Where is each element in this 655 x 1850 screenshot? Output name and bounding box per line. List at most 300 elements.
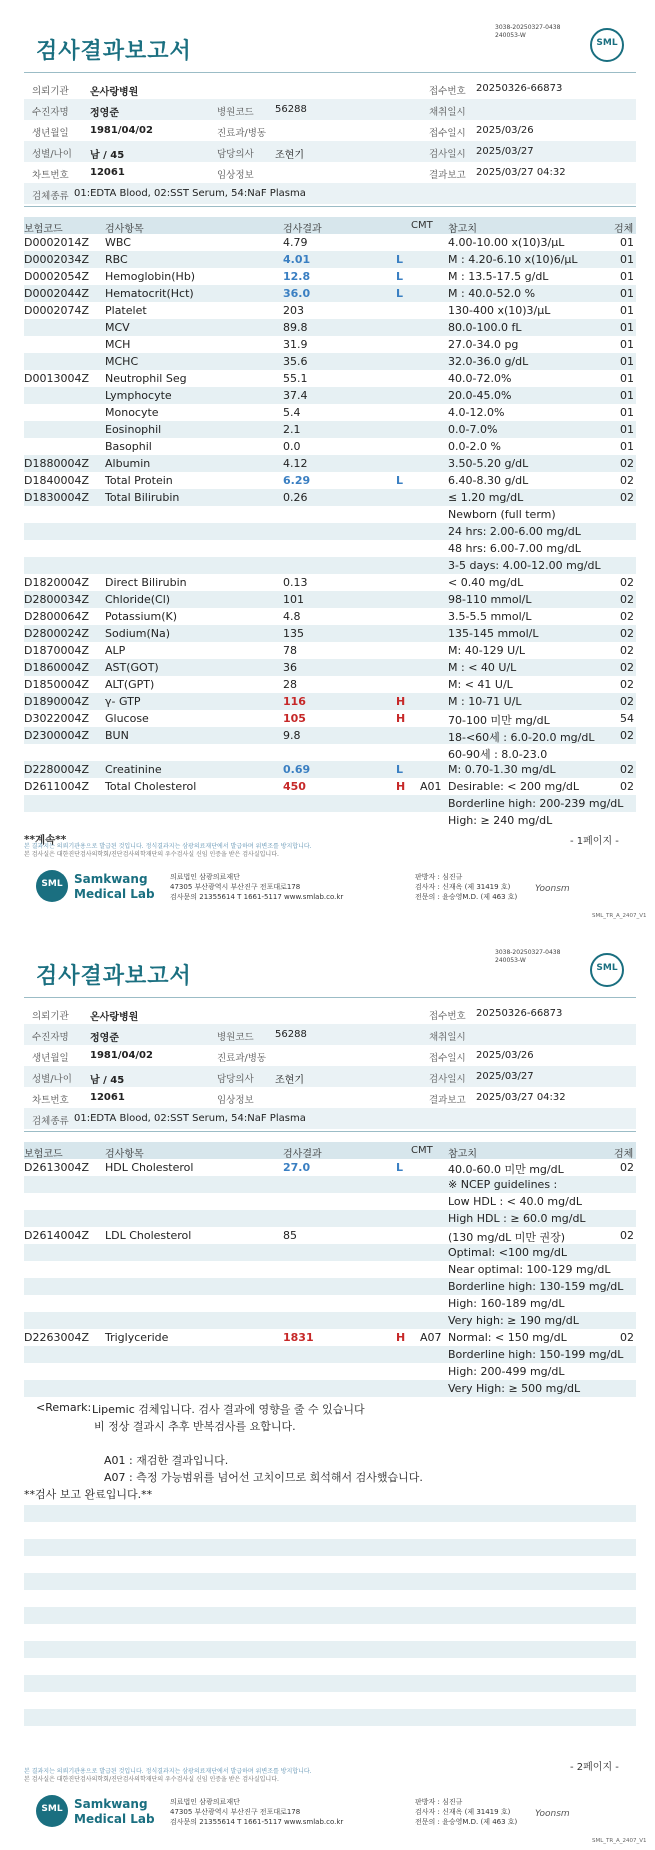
table-row [24, 438, 636, 455]
table-row [24, 472, 636, 489]
cell-ref: Desirable: < 200 mg/dL [448, 780, 580, 793]
header-item: 검사항목 [105, 224, 144, 235]
cell-specimen: 02 [620, 1229, 634, 1242]
table-row [24, 1244, 636, 1261]
cell-code: D2800064Z [24, 610, 89, 623]
info-row [24, 162, 636, 183]
receipt-no-value: 20250326-66873 [476, 1008, 563, 1019]
cell-specimen: 02 [620, 780, 634, 793]
cell-ref: M : < 40 U/L [448, 661, 517, 674]
table-row [24, 404, 636, 421]
cell-ref: M : 13.5-17.5 g/dL [448, 270, 549, 283]
report-date-value: 2025/03/27 04:32 [476, 1092, 566, 1103]
signature: Yoonsm [535, 884, 570, 894]
cell-code: D0002054Z [24, 270, 89, 283]
table-row [24, 540, 636, 557]
cell-result: 0.13 [283, 576, 308, 589]
table-row [24, 676, 636, 693]
cell-item: Potassium(K) [105, 610, 178, 623]
info-label: 검사일시 [429, 149, 466, 160]
birth-value: 1981/04/02 [90, 1050, 153, 1061]
brand-line: Samkwang [74, 872, 148, 886]
info-label: 생년월일 [32, 1053, 69, 1064]
table-row [24, 455, 636, 472]
cell-ref: 4.00-10.00 x(10)3/μL [448, 236, 565, 249]
report-title: 검사결과보고서 [36, 964, 192, 989]
cell-specimen: 02 [620, 576, 634, 589]
cell-ref: High: 160-189 mg/dL [448, 1297, 565, 1310]
cell-item: Lymphocyte [105, 389, 172, 402]
table-row [24, 353, 636, 370]
table-row [24, 1312, 636, 1329]
cell-code: D3022004Z [24, 712, 89, 725]
table-row [24, 1193, 636, 1210]
info-label: 임상정보 [217, 170, 254, 181]
cell-code: D2613004Z [24, 1161, 89, 1174]
sml-logo-icon [36, 870, 68, 902]
cell-code: D1880004Z [24, 457, 89, 470]
cell-ref: 60-90세 : 8.0-23.0 [448, 748, 548, 761]
cell-item: Chloride(Cl) [105, 593, 171, 606]
cell-specimen: 01 [620, 253, 634, 266]
header-code: 보험코드 [24, 224, 63, 235]
cell-result: 55.1 [283, 372, 308, 385]
cell-result: 450 [283, 780, 306, 793]
cell-item: MCV [105, 321, 130, 334]
cell-result: 28 [283, 678, 297, 691]
cell-code: D1860004Z [24, 661, 89, 674]
birth-value: 1981/04/02 [90, 125, 153, 136]
cell-ref: High HDL : ≥ 60.0 mg/dL [448, 1212, 586, 1225]
remark-a01: A01 : 재검한 결과입니다. [104, 1454, 229, 1467]
sml-logo-icon [590, 953, 624, 987]
signer-line: 검사자 : 신재옥 (제 31419 호) [415, 1808, 511, 1816]
cell-item: Monocyte [105, 406, 159, 419]
cell-flag: L [396, 253, 404, 266]
cell-result: 9.8 [283, 729, 301, 742]
receipt-date-value: 2025/03/26 [476, 1050, 534, 1061]
cell-specimen: 01 [620, 270, 634, 283]
info-label: 진료과/병동 [217, 1053, 267, 1064]
barcode-line: 3038-20250327-0438 [495, 949, 561, 956]
org-address: 47305 부산광역시 부산진구 전포대로178 [170, 1808, 301, 1816]
cell-ref: 48 hrs: 6.00-7.00 mg/dL [448, 542, 581, 555]
cell-code: D2800024Z [24, 627, 89, 640]
cell-specimen: 02 [620, 695, 634, 708]
org-name: 의료법인 삼광의료재단 [170, 1798, 240, 1806]
barcode-text [495, 949, 560, 965]
cell-ref: 24 hrs: 2.00-6.00 mg/dL [448, 525, 581, 538]
table-row [24, 251, 636, 268]
signer-line: 전문의 : 윤승영M.D. (제 463 호) [415, 1818, 518, 1826]
signer-line: 검사자 : 신재옥 (제 31419 호) [415, 883, 511, 891]
cell-ref: M : 4.20-6.10 x(10)6/μL [448, 253, 578, 266]
cell-specimen: 01 [620, 338, 634, 351]
divider [24, 206, 636, 207]
table-row [24, 1227, 636, 1244]
cell-ref: Very high: ≥ 190 mg/dL [448, 1314, 579, 1327]
cell-result: 89.8 [283, 321, 308, 334]
cell-ref: High: 200-499 mg/dL [448, 1365, 565, 1378]
test-date-value: 2025/03/27 [476, 1071, 534, 1082]
info-label: 차트번호 [32, 1095, 69, 1106]
cell-flag: L [396, 1161, 404, 1174]
report-date-value: 2025/03/27 04:32 [476, 167, 566, 178]
cell-result: 85 [283, 1229, 297, 1242]
page-number: - 1페이지 - [570, 836, 619, 847]
table-row [24, 1295, 636, 1312]
doctor-value: 조현기 [275, 150, 304, 161]
cell-ref: M: < 41 U/L [448, 678, 513, 691]
brand-line: Medical Lab [74, 887, 155, 901]
cell-code: D0002074Z [24, 304, 89, 317]
org-phone: 검사문의 21355614 T 1661-5117 www.smlab.co.kr [170, 893, 344, 901]
cell-ref: 0.0-7.0% [448, 423, 498, 436]
table-row [24, 625, 636, 642]
cell-specimen: 54 [620, 712, 634, 725]
cell-result: 135 [283, 627, 304, 640]
cell-ref: 18-<60세 : 6.0-20.0 mg/dL [448, 731, 595, 744]
footer-note: 본 검사실은 대한진단검사의학회/진단검사의학재단의 우수검사실 신임 인증을 받은 검사실입니다. [24, 851, 279, 858]
cell-code: D0013004Z [24, 372, 89, 385]
cell-result: 203 [283, 304, 304, 317]
divider [24, 72, 636, 73]
info-row [24, 99, 636, 120]
table-row [24, 642, 636, 659]
info-label: 접수번호 [429, 1011, 466, 1022]
cell-code: D1870004Z [24, 644, 89, 657]
signer-line: 판방자 : 심진규 [415, 873, 463, 881]
cell-ref: M: 40-129 U/L [448, 644, 526, 657]
report-title: 검사결과보고서 [36, 39, 192, 64]
cell-specimen: 01 [620, 304, 634, 317]
info-label: 검사일시 [429, 1074, 466, 1085]
cell-code: D1820004Z [24, 576, 89, 589]
header-specimen: 검체 [614, 1149, 634, 1160]
info-label: 수진자명 [32, 107, 69, 118]
empty-row [24, 1539, 636, 1556]
table-row [24, 336, 636, 353]
cell-specimen: 02 [620, 593, 634, 606]
cell-item: MCH [105, 338, 131, 351]
table-row [24, 234, 636, 251]
cell-ref: Very High: ≥ 500 mg/dL [448, 1382, 581, 1395]
info-row [24, 1024, 636, 1045]
specimen-value: 01:EDTA Blood, 02:SST Serum, 54:NaF Plasma [74, 1113, 306, 1124]
sml-logo-icon [36, 1795, 68, 1827]
cell-item: LDL Cholesterol [105, 1229, 192, 1242]
signer-line: 전문의 : 윤승영M.D. (제 463 호) [415, 893, 518, 901]
cell-code: D2280004Z [24, 763, 89, 776]
info-row [24, 183, 636, 204]
table-row [24, 727, 636, 744]
table-row [24, 591, 636, 608]
cell-specimen: 02 [620, 491, 634, 504]
info-label: 결과보고 [429, 170, 466, 181]
info-label: 의뢰기관 [32, 86, 69, 97]
cell-result: 1831 [283, 1331, 314, 1344]
institution-value: 온사랑병원 [90, 1012, 139, 1023]
header-result: 검사결과 [283, 224, 322, 235]
header-cmt: CMT [411, 1145, 433, 1156]
empty-row [24, 1624, 636, 1641]
table-row [24, 268, 636, 285]
table-row [24, 1278, 636, 1295]
info-label: 성별/나이 [32, 1074, 72, 1085]
cell-flag: L [396, 270, 404, 283]
cell-item: WBC [105, 236, 131, 249]
cell-specimen: 01 [620, 321, 634, 334]
continue-label: **계속** [24, 834, 67, 846]
org-address: 47305 부산광역시 부산진구 전포대로178 [170, 883, 301, 891]
cell-item: Eosinophil [105, 423, 162, 436]
cell-flag: L [396, 287, 404, 300]
cell-cmt: A07 [420, 1331, 442, 1344]
cell-ref: Borderline high: 130-159 mg/dL [448, 1280, 624, 1293]
cell-item: Albumin [105, 457, 151, 470]
cell-item: RBC [105, 253, 128, 266]
cell-item: ALT(GPT) [105, 678, 155, 691]
cell-result: 0.69 [283, 763, 311, 776]
cell-result: 2.1 [283, 423, 301, 436]
info-label: 접수번호 [429, 86, 466, 97]
barcode-line: 240053-W [495, 32, 526, 39]
info-row [24, 1087, 636, 1108]
table-row [24, 778, 636, 795]
cell-specimen: 02 [620, 729, 634, 742]
results-table-header [24, 1142, 636, 1159]
info-row [24, 141, 636, 162]
table-row [24, 319, 636, 336]
info-label: 의뢰기관 [32, 1011, 69, 1022]
cell-result: 5.4 [283, 406, 301, 419]
cell-flag: H [396, 1331, 406, 1344]
cell-result: 12.8 [283, 270, 311, 283]
divider [24, 997, 636, 998]
footer-signers [415, 1797, 517, 1827]
info-label: 병원코드 [217, 1032, 254, 1043]
cell-item: Platelet [105, 304, 147, 317]
cell-item: Total Cholesterol [105, 780, 197, 793]
doctor-value: 조현기 [275, 1075, 304, 1086]
cell-ref: 40.0-60.0 미만 mg/dL [448, 1163, 564, 1176]
table-row [24, 1176, 636, 1193]
info-label: 수진자명 [32, 1032, 69, 1043]
info-label: 생년월일 [32, 128, 69, 139]
cell-flag: L [396, 474, 404, 487]
patient-name-value: 정영준 [90, 1033, 119, 1044]
cell-specimen: 02 [620, 678, 634, 691]
header-cmt: CMT [411, 220, 433, 231]
cell-flag: H [396, 712, 406, 725]
cell-specimen: 02 [620, 457, 634, 470]
cell-specimen: 02 [620, 610, 634, 623]
cell-item: Sodium(Na) [105, 627, 170, 640]
cell-item: Hematocrit(Hct) [105, 287, 194, 300]
empty-row [24, 1607, 636, 1624]
cell-code: D0002034Z [24, 253, 89, 266]
cell-result: 35.6 [283, 355, 308, 368]
footer-address [170, 1797, 343, 1827]
cell-ref: 130-400 x(10)3/μL [448, 304, 551, 317]
table-row [24, 710, 636, 727]
empty-row [24, 1556, 636, 1573]
chart-no-value: 12061 [90, 167, 125, 178]
cell-code: D1850004Z [24, 678, 89, 691]
cell-result: 4.01 [283, 253, 311, 266]
cell-specimen: 01 [620, 406, 634, 419]
brand-line: Medical Lab [74, 1812, 155, 1826]
info-label: 담당의사 [217, 149, 254, 160]
info-label: 차트번호 [32, 170, 69, 181]
page-number: - 2페이지 - [570, 1762, 619, 1773]
cell-flag: H [396, 780, 406, 793]
cell-ref: Low HDL : < 40.0 mg/dL [448, 1195, 582, 1208]
cell-ref: 32.0-36.0 g/dL [448, 355, 529, 368]
specimen-value: 01:EDTA Blood, 02:SST Serum, 54:NaF Plasma [74, 188, 306, 199]
brand-name [74, 872, 155, 902]
info-row [24, 78, 636, 99]
table-row [24, 1380, 636, 1397]
cell-ref: 40.0-72.0% [448, 372, 512, 385]
report-page-2 [0, 925, 655, 1850]
table-row [24, 285, 636, 302]
sml-logo-icon [590, 28, 624, 62]
cell-specimen: 02 [620, 627, 634, 640]
cell-result: 0.0 [283, 440, 301, 453]
cell-result: 78 [283, 644, 297, 657]
table-row [24, 523, 636, 540]
cell-specimen: 02 [620, 474, 634, 487]
info-label: 검체종류 [32, 191, 69, 202]
barcode-text [495, 24, 560, 40]
info-row [24, 1003, 636, 1024]
cell-code: D1840004Z [24, 474, 89, 487]
header-code: 보험코드 [24, 1149, 63, 1160]
header-result: 검사결과 [283, 1149, 322, 1160]
table-row [24, 1210, 636, 1227]
cell-result: 0.26 [283, 491, 308, 504]
footer-note: 본 결과지는 의뢰기관용으로 발급된 것입니다. 정식결과지는 삼광의료재단에서 발급하며 위변조를 방지합니다. [24, 843, 312, 850]
table-row [24, 812, 636, 829]
cell-item: Triglyceride [105, 1331, 169, 1344]
cell-item: γ- GTP [105, 695, 141, 708]
header-specimen: 검체 [614, 224, 634, 235]
table-row [24, 659, 636, 676]
cell-ref: 27.0-34.0 pg [448, 338, 519, 351]
info-label: 진료과/병동 [217, 128, 267, 139]
cell-code: D2263004Z [24, 1331, 89, 1344]
cell-ref: ≤ 1.20 mg/dL [448, 491, 524, 504]
cell-ref: 135-145 mmol/L [448, 627, 539, 640]
info-row [24, 1108, 636, 1129]
cell-item: Basophil [105, 440, 152, 453]
table-row [24, 1261, 636, 1278]
logo-text: SML [596, 38, 618, 48]
doc-code: SML_TR_A_2407_V1 [592, 1838, 647, 1844]
results-table-header [24, 217, 636, 234]
cell-item: Direct Bilirubin [105, 576, 187, 589]
patient-name-value: 정영준 [90, 108, 119, 119]
info-label: 임상정보 [217, 1095, 254, 1106]
hospital-code-value: 56288 [275, 104, 307, 115]
table-row [24, 506, 636, 523]
info-label: 담당의사 [217, 1074, 254, 1085]
sex-age-value: 남 / 45 [90, 1075, 125, 1086]
cell-result: 36.0 [283, 287, 311, 300]
brand-line: Samkwang [74, 1797, 148, 1811]
cell-ref: Newborn (full term) [448, 508, 556, 521]
table-row [24, 1329, 636, 1346]
table-row [24, 387, 636, 404]
empty-row [24, 1658, 636, 1675]
cell-specimen: 01 [620, 389, 634, 402]
divider [24, 1131, 636, 1132]
info-label: 결과보고 [429, 1095, 466, 1106]
info-label: 접수일시 [429, 1053, 466, 1064]
footer-note: 본 결과지는 의뢰기관용으로 발급된 것입니다. 정식결과지는 삼광의료재단에서 발급하며 위변조를 방지합니다. [24, 1768, 312, 1775]
footer-signers [415, 872, 517, 902]
table-row [24, 744, 636, 761]
cell-result: 4.8 [283, 610, 301, 623]
report-complete: **검사 보고 완료입니다.** [24, 1488, 153, 1501]
cell-code: D2614004Z [24, 1229, 89, 1242]
receipt-no-value: 20250326-66873 [476, 83, 563, 94]
cell-specimen: 02 [620, 1331, 634, 1344]
cell-ref: High: ≥ 240 mg/dL [448, 814, 553, 827]
cell-ref: Normal: < 150 mg/dL [448, 1331, 567, 1344]
cell-flag: H [396, 695, 406, 708]
table-row [24, 370, 636, 387]
info-label: 병원코드 [217, 107, 254, 118]
cell-ref: ※ NCEP guidelines : [448, 1178, 558, 1191]
info-label: 성별/나이 [32, 149, 72, 160]
cell-result: 27.0 [283, 1161, 311, 1174]
remark-line: Lipemic 검체입니다. 검사 결과에 영향을 줄 수 있습니다 [92, 1403, 365, 1416]
cell-result: 4.79 [283, 236, 308, 249]
doc-code: SML_TR_A_2407_V1 [592, 913, 647, 919]
table-row [24, 1159, 636, 1176]
header-ref: 참고치 [448, 224, 477, 235]
empty-row [24, 1726, 636, 1743]
table-row [24, 795, 636, 812]
cell-item: Creatinine [105, 763, 162, 776]
receipt-date-value: 2025/03/26 [476, 125, 534, 136]
cell-result: 36 [283, 661, 297, 674]
cell-item: BUN [105, 729, 129, 742]
empty-row [24, 1573, 636, 1590]
cell-ref: 3-5 days: 4.00-12.00 mg/dL [448, 559, 601, 572]
cell-ref: Near optimal: 100-129 mg/dL [448, 1263, 611, 1276]
cell-cmt: A01 [420, 780, 442, 793]
cell-ref: Borderline high: 200-239 mg/dL [448, 797, 624, 810]
footer-address [170, 872, 343, 902]
signer-line: 판방자 : 심진규 [415, 1798, 463, 1806]
cell-code: D2611004Z [24, 780, 89, 793]
test-date-value: 2025/03/27 [476, 146, 534, 157]
cell-ref: Borderline high: 150-199 mg/dL [448, 1348, 624, 1361]
cell-ref: 80.0-100.0 fL [448, 321, 522, 334]
cell-item: Total Bilirubin [105, 491, 180, 504]
cell-ref: < 0.40 mg/dL [448, 576, 524, 589]
cell-specimen: 02 [620, 1161, 634, 1174]
header-item: 검사항목 [105, 1149, 144, 1160]
remark-prefix: <Remark: [36, 1401, 92, 1414]
cell-ref: 98-110 mmol/L [448, 593, 532, 606]
info-row [24, 120, 636, 141]
sex-age-value: 남 / 45 [90, 150, 125, 161]
cell-specimen: 02 [620, 763, 634, 776]
